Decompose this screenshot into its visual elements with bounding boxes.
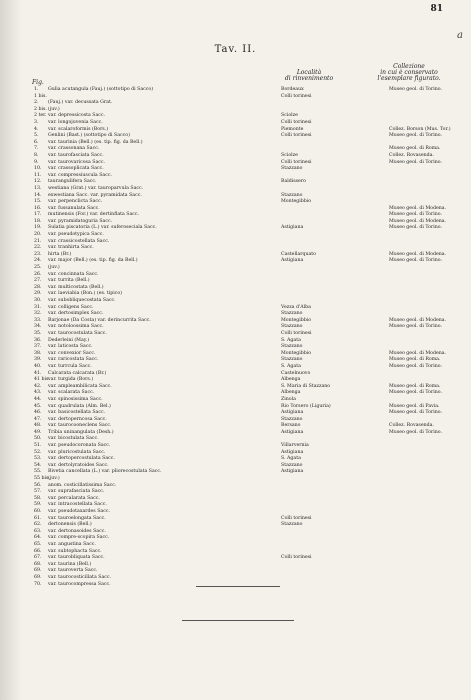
row-species-name: exwestiana Sacc. var. pyramidata Sacc.: [48, 192, 142, 198]
row-species-name: mutinensis (For.) var. dertinflata Sacc.: [48, 212, 140, 218]
row-locality: Stazzano: [281, 462, 303, 468]
row-species-name: var. dertoperncosa Sacc.: [48, 416, 107, 422]
row-locality: Colli torinesi: [281, 133, 312, 139]
row-locality: Astigiana: [281, 449, 304, 455]
row-fig-number: 2 bis.: [34, 106, 47, 112]
row-collection: Museo geol. di Roma.: [389, 146, 441, 152]
table-row: [34, 568, 464, 575]
row-collection: Museo geol. di Torino.: [389, 363, 442, 369]
row-species-name: (juv.): [48, 106, 60, 112]
table-row: [34, 199, 464, 206]
table-row: [34, 291, 464, 298]
table-row: [34, 245, 464, 252]
row-species-name: Gulia acutangula (Fauj.) (sottotipo di Sacco): [48, 87, 154, 92]
row-locality: Zinola: [281, 396, 296, 402]
row-locality: Colli torinesi: [281, 555, 312, 561]
row-fig-number: 69.: [34, 574, 42, 580]
row-species-name: taurangulifera Sacc.: [48, 179, 97, 185]
table-row: [34, 265, 464, 272]
row-fig-number: 21.: [34, 238, 42, 244]
table-row: [34, 371, 464, 378]
row-fig-number: 15.: [34, 199, 42, 205]
row-species-name: var. bicostulata Sacc.: [48, 436, 99, 442]
row-species-name: Bivetia cancellata (L.) var. pliorecostulata Sacc.: [48, 469, 162, 475]
row-fig-number: 55.: [34, 469, 42, 475]
row-collection: Museo geol. di Roma.: [389, 357, 441, 363]
table-row: [34, 489, 464, 496]
row-fig-number: 12.: [34, 179, 42, 185]
row-fig-number: 14.: [34, 192, 42, 198]
header-collection: [360, 64, 458, 82]
row-collection: Museo geol. di Torino.: [389, 159, 442, 165]
row-fig-number: 67.: [34, 555, 42, 561]
row-fig-number: 55 bis.: [34, 476, 50, 482]
table-row: [34, 364, 464, 371]
row-species-name: var. pseudotaxardes Sacc.: [48, 509, 110, 514]
row-species-name: Tribia uninangulata (Desh.): [48, 429, 114, 435]
row-fig-number: 38.: [34, 350, 42, 356]
row-fig-number: 3.: [34, 119, 39, 125]
handwritten-corner-mark: a: [457, 30, 463, 41]
row-fig-number: 44.: [34, 396, 42, 402]
row-fig-number: 37.: [34, 344, 42, 350]
row-species-name: var. subtophacta Sacc.: [48, 548, 102, 554]
row-fig-number: 43.: [34, 390, 42, 396]
row-fig-number: 6.: [34, 139, 39, 145]
row-species-name: var. taurofasciata Sacc.: [48, 152, 104, 158]
row-fig-number: 54.: [34, 462, 42, 468]
row-locality: Astigiana: [281, 429, 304, 435]
table-row: [34, 153, 464, 160]
row-species-name: var. longojuvenia Sacc.: [48, 119, 103, 125]
row-fig-number: 11.: [34, 172, 42, 178]
row-fig-number: 62.: [34, 522, 42, 528]
row-species-name: var. tranhirta Sacc.: [48, 245, 94, 251]
row-fig-number: 4.: [34, 126, 39, 132]
row-collection: Museo geol. di Torino.: [389, 212, 442, 218]
footer-rule-long: [182, 620, 294, 621]
row-fig-number: 28.: [34, 284, 42, 290]
row-fig-number: 23.: [34, 251, 42, 257]
row-species-name: Barjonae (Da Costa) var. derincurrita Sacc.: [48, 317, 151, 323]
row-locality: Astigiana: [281, 258, 304, 264]
row-locality: Stazzano: [281, 192, 303, 198]
row-fig-number: 41 bis.: [34, 377, 50, 383]
row-species-name: var. scalarata Sacc.: [48, 390, 95, 396]
row-locality: Bersano: [281, 423, 301, 429]
row-species-name: var. angustina Sacc.: [48, 541, 96, 547]
row-fig-number: 16.: [34, 205, 42, 211]
row-fig-number: 18.: [34, 218, 42, 224]
table-row: [34, 146, 464, 153]
table-row: [34, 410, 464, 417]
row-species-name: var. spinosissima Sacc.: [48, 396, 103, 402]
row-species-name: var. percalarata Sacc.: [48, 495, 100, 501]
row-fig-number: 29.: [34, 291, 42, 297]
row-fig-number: 25.: [34, 265, 42, 271]
row-fig-number: 56.: [34, 482, 42, 488]
table-row: [34, 502, 464, 509]
row-species-name: var. turrcula Sacc.: [48, 363, 92, 369]
table-row: [34, 575, 464, 582]
row-fig-number: 45.: [34, 403, 42, 409]
row-locality: Castellarquato: [281, 251, 316, 257]
table-row: [34, 443, 464, 450]
table-row: [34, 535, 464, 542]
table-row: [34, 173, 464, 180]
row-fig-number: 58.: [34, 495, 42, 501]
row-fig-number: 2.: [34, 100, 39, 106]
row-locality: Stazzano: [281, 344, 303, 350]
row-species-name: var. convexior Sacc.: [48, 350, 96, 356]
row-collection: Museo geol. di Pavia.: [389, 403, 440, 409]
row-locality: Villarvernia: [281, 443, 309, 449]
row-collection: Museo geol. di Torino.: [389, 324, 442, 330]
row-fig-number: 57.: [34, 489, 42, 495]
scan-gutter-shadow: [0, 0, 22, 700]
row-fig-number: 61.: [34, 515, 42, 521]
row-species-name: var. tauroelongata Sacc.: [48, 515, 106, 521]
row-collection: Museo geol. di Torino.: [389, 390, 442, 396]
row-collection: Collez. Rovasenda.: [389, 423, 434, 429]
row-species-name: var. taurinia (Bell.) (es. tip. fig. da Bell.): [48, 139, 143, 145]
row-fig-number: 20.: [34, 232, 42, 238]
row-species-name: var. intracostellata Sacc.: [48, 502, 107, 508]
row-species-name: var. perpenclicta Sacc.: [48, 199, 103, 205]
row-collection: Museo geol. di Torino.: [389, 87, 442, 92]
row-fig-number: 48.: [34, 423, 42, 429]
row-fig-number: 66.: [34, 548, 42, 554]
table-row: [34, 311, 464, 318]
row-fig-number: 51.: [34, 443, 42, 449]
row-fig-number: 13.: [34, 185, 42, 191]
table-row: [34, 212, 464, 219]
row-collection: Museo geol. di Torino.: [389, 225, 442, 231]
row-fig-number: 69.: [34, 568, 42, 574]
row-fig-number: 65.: [34, 541, 42, 547]
row-species-name: (juv.): [48, 476, 60, 482]
row-fig-number: 40.: [34, 363, 42, 369]
row-locality: Stazzano: [281, 357, 303, 363]
row-collection: Museo geol. di Modena.: [389, 317, 447, 323]
row-locality: Stazzano: [281, 324, 303, 330]
row-locality: Astigiana: [281, 469, 304, 475]
table-row: [34, 522, 464, 529]
table-row: [34, 344, 464, 351]
row-fig-number: 50.: [34, 436, 42, 442]
row-species-name: var. fussanulata Sacc.: [48, 205, 100, 211]
row-species-name: var. crassicostellata Sacc.: [48, 238, 110, 244]
table-row: [34, 423, 464, 430]
table-row: [34, 357, 464, 364]
row-species-name: Dederleini (May.): [48, 337, 90, 343]
table-row: [34, 331, 464, 338]
row-species-name: Sulatia piscatoria (L.) var. suferoseciala Sacc.: [48, 225, 157, 231]
row-collection: Museo geol. di Modena.: [389, 251, 447, 257]
row-species-name: var. compressiuscula Sacc.: [48, 172, 112, 178]
row-species-name: var. suprafasciata Sacc.: [48, 489, 105, 495]
table-row: [34, 469, 464, 476]
row-fig-number: 42.: [34, 383, 42, 389]
row-locality: Piemonte: [281, 126, 304, 132]
row-species-name: var. pluricostulata Sacc.: [48, 449, 106, 455]
row-species-name: var. turrita (Bell.): [48, 278, 90, 284]
row-species-name: var. laticosta Sacc.: [48, 344, 93, 350]
table-row: [34, 542, 464, 549]
row-locality: Albenga: [281, 377, 301, 383]
row-locality: Stazzano: [281, 311, 303, 317]
row-locality: Stazzano: [281, 522, 303, 528]
row-species-name: var. dertolyratoides Sacc.: [48, 462, 109, 468]
row-species-name: var. colligens Sacc.: [48, 304, 94, 310]
row-fig-number: 17.: [34, 212, 42, 218]
table-row: [34, 509, 464, 516]
row-species-name: var. taurocooneclens Sacc.: [48, 423, 112, 429]
row-fig-number: 70.: [34, 581, 42, 587]
row-fig-number: 31.: [34, 304, 42, 310]
table-row: [34, 562, 464, 569]
row-fig-number: 47.: [34, 416, 42, 422]
row-locality: S. Agata: [281, 456, 301, 462]
row-species-name: dertonensis (Bell.): [48, 522, 92, 528]
row-species-name: Calcarata calcarata (Br.): [48, 370, 107, 376]
row-collection: Museo geol. di Torino.: [389, 429, 442, 435]
row-fig-number: 24.: [34, 258, 42, 264]
row-species-name: var. tauroverta Sacc.: [48, 568, 98, 574]
row-fig-number: 63.: [34, 528, 42, 534]
row-fig-number: 1.: [34, 87, 39, 92]
table-row: [34, 186, 464, 193]
row-collection: Museo geol. di Modena.: [389, 205, 447, 211]
table-row: [34, 516, 464, 523]
row-fig-number: 9.: [34, 159, 39, 165]
table-row: [34, 258, 464, 265]
table-row: [34, 100, 464, 107]
footer-rule: [196, 586, 280, 587]
row-locality: Astigiana: [281, 225, 304, 231]
row-collection: Collez. Borson (Mus. Tor.): [389, 126, 451, 132]
table-row: [34, 166, 464, 173]
row-species-name: var. taurovaricosa Sacc.: [48, 159, 105, 165]
row-species-name: var. turgida (Bors.): [48, 377, 94, 383]
row-locality: Stazzano: [281, 416, 303, 422]
row-species-name: var. taurobliquata Sacc.: [48, 555, 105, 561]
row-species-name: var. quadrulata (Alm. Bel.): [48, 403, 111, 409]
table-row: [34, 232, 464, 239]
row-locality: Vezza d'Alba: [281, 304, 311, 310]
row-fig-number: 59.: [34, 502, 42, 508]
row-collection: Museo geol. di Modena.: [389, 218, 447, 224]
row-species-name: (juv.): [48, 265, 60, 271]
row-locality: Baldissero: [281, 179, 306, 185]
row-locality: Colli torinesi: [281, 93, 312, 99]
header-locality-text: Località di rinvenimento: [284, 69, 334, 82]
row-fig-number: 32.: [34, 311, 42, 317]
row-species-name: anom. costicillatissima Sacc.: [48, 482, 117, 488]
table-row: [34, 87, 464, 94]
row-locality: Sciolze: [281, 152, 298, 158]
row-species-name: var. laeviabia (Bon.) (es. tipico): [48, 291, 123, 297]
header-fig: Fig.: [32, 79, 44, 86]
row-fig-number: 49.: [34, 429, 42, 435]
row-species-name: var. dertonasoides Sacc.: [48, 528, 106, 534]
row-locality: S. Agata: [281, 363, 301, 369]
row-locality: Bordeaux: [281, 87, 304, 92]
table-row: [34, 555, 464, 562]
plate-index-table: [34, 87, 464, 588]
row-fig-number: 8.: [34, 152, 39, 158]
table-row: [34, 582, 464, 589]
row-collection: Museo geol. di Roma.: [389, 383, 441, 389]
row-species-name: var. multicostata (Bell.): [48, 284, 104, 290]
row-fig-number: 33.: [34, 317, 42, 323]
table-row: [34, 397, 464, 404]
row-species-name: var. crassonana Sacc.: [48, 146, 100, 152]
row-locality: Stazzano: [281, 166, 303, 172]
row-collection: Museo geol. di Torino.: [389, 133, 442, 139]
row-fig-number: 52.: [34, 449, 42, 455]
table-row: [34, 239, 464, 246]
row-fig-number: 64.: [34, 535, 42, 541]
row-locality: Rio Torsero (Liguria): [281, 403, 331, 409]
row-fig-number: 53.: [34, 456, 42, 462]
table-row: [34, 120, 464, 127]
row-species-name: var. dertosimplex Sacc.: [48, 311, 104, 317]
row-fig-number: 1 bis.: [34, 93, 47, 99]
row-species-name: var. basicostellata Sacc.: [48, 410, 106, 416]
row-fig-number: 30.: [34, 298, 42, 303]
row-species-name: var. dertopercostulata Sacc.: [48, 456, 115, 462]
table-row: [34, 179, 464, 186]
table-row: [34, 272, 464, 279]
row-locality: Montegibbio: [281, 350, 312, 356]
table-row: [34, 113, 464, 120]
table-row: [34, 298, 464, 305]
row-species-name: var. notoloossima Sacc.: [48, 324, 104, 330]
table-row: [34, 338, 464, 345]
row-collection: Museo geol. di Modena.: [389, 350, 447, 356]
row-locality: Montegibbio: [281, 199, 312, 205]
row-fig-number: 22.: [34, 245, 42, 251]
row-locality: Colli torinesi: [281, 515, 312, 521]
header-locality: [264, 70, 354, 82]
row-fig-number: 35.: [34, 330, 42, 336]
row-fig-number: 7.: [34, 146, 39, 152]
table-row: [34, 390, 464, 397]
row-species-name: var. raricostata Sacc.: [48, 357, 99, 363]
plate-title: Tav. II.: [214, 44, 257, 55]
row-fig-number: 36.: [34, 337, 42, 343]
table-row: [34, 456, 464, 463]
row-locality: Colli torinesi: [281, 119, 312, 125]
row-species-name: var. pseudocoronata Sacc.: [48, 443, 111, 449]
header-collection-text: Collezione in cui è conservato l'esemplare figurato.: [377, 63, 441, 82]
row-species-name: var. taurocompressa Sacc.: [48, 581, 111, 587]
row-species-name: var. scalaroformis (Bors.): [48, 126, 109, 132]
row-fig-number: 10.: [34, 166, 42, 172]
row-locality: S. Maria di Stazzano: [281, 383, 331, 389]
row-collection: Museo geol. di Torino.: [389, 258, 442, 264]
page-number: 81: [430, 4, 443, 14]
row-locality: Sciolze: [281, 113, 298, 119]
row-species-name: var. pseudotypica Sacc.: [48, 232, 104, 238]
row-species-name: var. pyramidatoguria Sacc.: [48, 218, 113, 224]
row-species-name: var. taurina (Bell.): [48, 561, 92, 567]
row-collection: Collez. Rovasenda.: [389, 152, 434, 158]
row-species-name: westiana (Grat.) var. tauroparvula Sacc.: [48, 185, 144, 191]
table-row: [34, 133, 464, 140]
row-locality: Albenga: [281, 390, 301, 396]
row-fig-number: 46.: [34, 410, 42, 416]
row-species-name: var. taurocostulata Sacc.: [48, 330, 107, 336]
row-fig-number: 34.: [34, 324, 42, 330]
row-species-name: var. concinnata Sacc.: [48, 271, 99, 277]
row-locality: Colli torinesi: [281, 330, 312, 336]
row-species-name: (Fauj.) var. decussata Grat.: [48, 100, 113, 106]
row-species-name: var. depressicosta Sacc.: [48, 113, 106, 119]
row-species-name: var. taurocosticillata Sacc.: [48, 574, 111, 580]
row-fig-number: 2 ter.: [34, 113, 47, 119]
table-row: [34, 377, 464, 384]
table-row: [34, 324, 464, 331]
row-fig-number: 26.: [34, 271, 42, 277]
row-fig-number: 39.: [34, 357, 42, 363]
table-row: [34, 476, 464, 483]
row-fig-number: 5.: [34, 133, 39, 139]
row-fig-number: 68.: [34, 561, 42, 567]
row-locality: Castelnuovo: [281, 370, 311, 376]
row-fig-number: 60.: [34, 509, 42, 514]
row-fig-number: 19.: [34, 225, 42, 231]
row-fig-number: 41.: [34, 370, 42, 376]
row-species-name: var. ampleambilicata Sacc.: [48, 383, 112, 389]
row-species-name: hirta (Br.): [48, 251, 72, 257]
row-locality: Astigiana: [281, 410, 304, 416]
row-collection: Museo geol. di Torino.: [389, 410, 442, 416]
row-species-name: Genlini (Bast.) (sottotipo di Sacco): [48, 133, 130, 139]
row-fig-number: 27.: [34, 278, 42, 284]
row-locality: Montegibbio: [281, 317, 312, 323]
row-locality: Colli torinesi: [281, 159, 312, 165]
row-species-name: var. major (Bell.) (es. tip. fig. da Bell.): [48, 258, 138, 264]
table-row: [34, 278, 464, 285]
row-species-name: var. compre-scopira Sacc.: [48, 535, 110, 541]
row-species-name: var. subobliquecostata Sacc.: [48, 298, 116, 303]
row-species-name: var. crassoplicata Sacc.: [48, 166, 104, 172]
row-locality: S. Agata: [281, 337, 301, 343]
